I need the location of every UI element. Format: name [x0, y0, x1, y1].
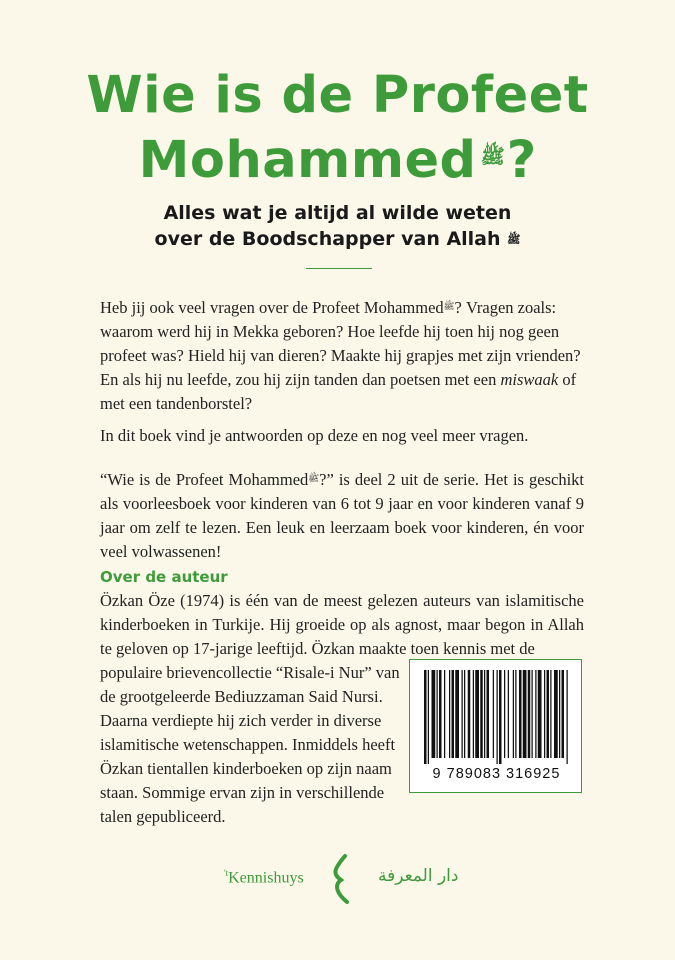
barcode-bar — [499, 670, 502, 764]
barcode-bar — [562, 670, 565, 758]
barcode-bar — [480, 670, 483, 758]
barcode-bar — [487, 670, 490, 758]
subtitle-honorific: ﷺ — [507, 233, 521, 246]
barcode-bar — [449, 670, 450, 758]
intro-paragraph-3 — [100, 466, 584, 564]
intro-paragraph-2: In dit boek vind je antwoorden op deze en nog veel meer vragen. — [100, 426, 529, 445]
barcode-bar — [544, 670, 545, 758]
intro-p1-after: of met een tandenborstel? — [100, 370, 577, 413]
title-divider — [306, 268, 372, 269]
barcode-bar — [504, 670, 505, 758]
publisher-kennishuys — [224, 868, 304, 887]
book-subtitle — [0, 200, 675, 253]
title-name: Mohammed — [138, 131, 477, 190]
barcode-bar — [455, 670, 459, 758]
barcode-bar — [462, 670, 463, 758]
barcode-bar — [554, 670, 558, 758]
barcode-bar — [528, 670, 531, 758]
intro-p3-before: “Wie is de Profeet Mohammed — [100, 470, 309, 489]
author-bio-line: Daarna verdiepte hij zich verder in diverse — [100, 711, 382, 730]
isbn-digits: 9 789083 316925 — [432, 766, 561, 782]
barcode-bar — [452, 670, 455, 758]
barcode-bar — [497, 670, 498, 764]
isbn-barcode — [409, 659, 582, 793]
subtitle-line-2-text: over de Boodschapper van Allah — [154, 228, 501, 250]
barcode-bar — [475, 670, 479, 758]
barcode-bar — [567, 670, 568, 764]
barcode-bar — [550, 670, 551, 758]
author-bio-wrapped — [100, 661, 412, 829]
barcode-bar — [547, 670, 550, 758]
chevron-logo-icon — [327, 852, 353, 906]
publisher-left-name: Kennishuys — [228, 869, 304, 887]
barcode-bar — [535, 670, 536, 758]
barcode-bar — [513, 670, 514, 758]
subtitle-line-2 — [0, 226, 675, 253]
barcode-bar — [515, 670, 516, 758]
barcode-bar — [484, 670, 485, 758]
publisher-arabic: دار المعرفة — [378, 866, 459, 886]
intro-p1-before: Heb jij ook veel vragen over de Profeet Mohammed — [100, 298, 444, 317]
barcode-bar — [532, 670, 533, 758]
barcode-bar — [424, 670, 427, 764]
author-bio-line: islamitische wetenschappen. Inmiddels heeft — [100, 735, 396, 754]
author-bio-full: Özkan Öze (1974) is één van de meest gelezen auteurs van islamitische kinderboeken in Turkije. Hij groeide op als agnost, maar begon in Allah te geloven op 17-jarige leeftijd. Özkan maakte toen kennis met de — [100, 591, 584, 658]
intro-paragraph-1 — [100, 294, 584, 416]
title-line-2 — [0, 126, 675, 191]
barcode-bar — [444, 670, 445, 758]
author-bio-line: populaire brievencollectie “Risale-i Nur” van — [100, 663, 400, 682]
author-bio-line: talen gepubliceerd. — [100, 807, 226, 826]
intro-p3-honorific: ﷺ — [308, 473, 320, 483]
title-line-1: Wie is de Profeet — [86, 66, 589, 125]
barcode-bar — [519, 670, 522, 758]
barcode-bar — [432, 670, 436, 758]
barcode-bar — [437, 670, 438, 758]
author-bio-line: de grootgeleerde Bediuzzaman Said Nursi. — [100, 687, 383, 706]
barcode-bar — [508, 670, 509, 758]
intro-p1-mid: ? Vragen zoals: waarom werd hij in Mekka geboren? Hoe leefde hij toen hij nog geen profeet was? Hield hij van dieren? Maakte hij grapjes met zijn vrienden? En als hij nu leefde, zou hij zijn tanden dan poetsen met een — [100, 298, 581, 389]
barcode-bar — [428, 670, 429, 764]
barcode-bar — [439, 670, 442, 758]
publisher-prefix: 't — [224, 868, 229, 878]
author-bio-line: Özkan tientallen kinderboeken op zijn naam — [100, 759, 392, 778]
title-question-mark: ? — [506, 131, 537, 190]
subtitle-line-1: Alles wat je altijd al wilde weten — [163, 202, 512, 224]
barcode-bar — [493, 670, 494, 758]
author-heading: Over de auteur — [100, 568, 228, 586]
barcode-bar — [559, 670, 560, 758]
barcode-bar — [473, 670, 474, 758]
intro-p1-italic: miswaak — [500, 370, 559, 389]
barcode-bars — [424, 670, 569, 764]
author-bio-line: staan. Sommige ervan zijn in verschillende — [100, 783, 385, 802]
honorific-glyph: ﷺ — [480, 144, 505, 168]
barcode-bar — [523, 670, 527, 758]
publisher-footer — [0, 852, 675, 908]
barcode-bar — [538, 670, 542, 758]
book-title — [0, 66, 675, 191]
intro-p3-after: ?” is deel 2 uit de serie. Het is geschikt als voorleesboek voor kinderen van 6 tot 9 jaar en voor kinderen vanaf 9 jaar om zelf te lezen. Een leuk en leerzaam boek voor kinderen, én voor veel volwassenen! — [100, 470, 584, 561]
barcode-bar — [464, 670, 465, 758]
barcode-bar — [468, 670, 471, 758]
intro-p1-honorific: ﷺ — [443, 301, 455, 311]
